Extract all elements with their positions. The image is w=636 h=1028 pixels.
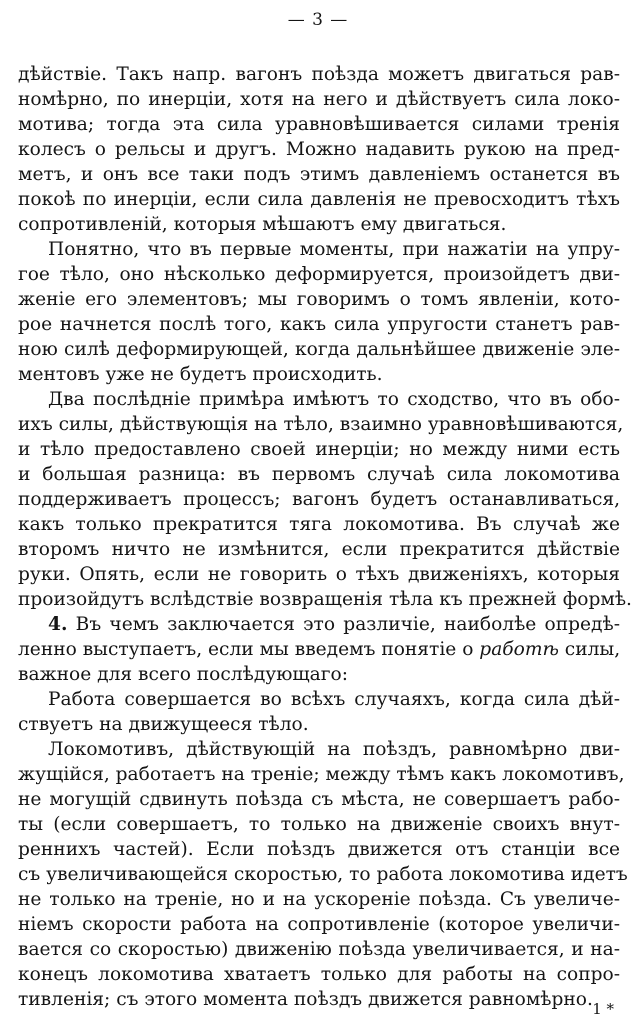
text-segment: ленно выступаетъ, если мы введемъ понятіе о bbox=[18, 639, 480, 660]
emphasized-term: работѣ bbox=[479, 639, 559, 660]
text-line: съ увеличивающейся скоростью, то работа локомотива идетъ bbox=[18, 864, 628, 885]
text-line: и большая разница: въ первомъ случаѣ сила локомотива bbox=[18, 464, 620, 485]
text-line: сопротивленій, которыя мѣшаютъ ему двигаться. bbox=[18, 214, 507, 235]
text-line: рое начнется послѣ того, какъ сила упругости станетъ рав- bbox=[18, 314, 620, 335]
page-number: — 3 — bbox=[287, 10, 349, 30]
text-line: ты (если совершаетъ, то только на движеніе своихъ внут- bbox=[18, 814, 620, 835]
section-first-line bbox=[48, 613, 620, 637]
text-line: второмъ ничто не измѣнится, если прекратится дѣйствіе bbox=[18, 539, 620, 560]
text-line: не только на треніе, но и на ускореніе поѣзда. Съ увеличе- bbox=[18, 889, 620, 910]
text-line: покоѣ по инерціи, если сила давленія не превосходитъ тѣхъ bbox=[18, 189, 620, 210]
text-line: и тѣло предоставлено своей инерціи; но между ними есть bbox=[18, 439, 620, 460]
text-line: мотива; тогда эта сила уравновѣшивается силами тренія bbox=[18, 114, 620, 135]
text-line: ною силѣ деформирующей, когда дальнѣйшее движеніе эле- bbox=[18, 339, 620, 360]
paragraph-first-line: Локомотивъ, дѣйствующій на поѣздъ, равномѣрно дви- bbox=[48, 739, 620, 760]
text-line: какъ только прекратится тяга локомотива. Въ случаѣ же bbox=[18, 514, 620, 535]
text-line: вается со скоростью) движенію поѣзда увеличивается, и на- bbox=[18, 939, 620, 960]
text-line: женіе его элементовъ; мы говоримъ о томъ явленіи, кото- bbox=[18, 289, 620, 310]
text-line: конецъ локомотива хватаетъ только для работы на сопро- bbox=[18, 964, 620, 985]
text-line: дѣйствіе. Такъ напр. вагонъ поѣзда можетъ двигаться рав- bbox=[18, 64, 620, 85]
text-line: реннихъ частей). Если поѣздъ движется отъ станціи все bbox=[18, 839, 620, 860]
paragraph-first-line: Два послѣдніе примѣра имѣютъ то сходство, что въ обо- bbox=[48, 389, 620, 410]
section-text: Въ чемъ заключается это различіе, наиболѣе опредѣ- bbox=[67, 614, 620, 635]
text-line: поддерживаетъ процессъ; вагонъ будетъ останавливаться, bbox=[18, 489, 620, 510]
text-line: руки. Опять, если не говорить о тѣхъ движеніяхъ, которыя bbox=[18, 564, 620, 585]
text-segment: силы, bbox=[558, 639, 621, 660]
text-line: жущійся, работаетъ на треніе; между тѣмъ какъ локомотивъ, bbox=[18, 764, 625, 785]
text-line: ихъ силы, дѣйствующія на тѣло, взаимно уравновѣшиваются, bbox=[18, 414, 624, 435]
text-line: важное для всего послѣдующаго: bbox=[18, 664, 348, 685]
text-line: метъ, и онъ все таки подъ этимъ давленіемъ останется въ bbox=[18, 164, 620, 185]
signature-mark: 1 * bbox=[592, 1000, 614, 1018]
text-line bbox=[18, 638, 620, 662]
paragraph-first-line: Понятно, что въ первые моменты, при нажатіи на упру- bbox=[48, 239, 620, 260]
text-line: ніемъ скорости работа на сопротивленіе (которое увеличи- bbox=[18, 914, 620, 935]
text-line: ствуетъ на движущееся тѣло. bbox=[18, 714, 309, 735]
text-line: произойдутъ вслѣдствіе возвращенія тѣла къ прежней формѣ. bbox=[18, 589, 632, 610]
paragraph-first-line: Работа совершается во всѣхъ случаяхъ, когда сила дѣй- bbox=[48, 689, 620, 710]
section-number: 4. bbox=[48, 614, 68, 635]
text-line: тивленія; съ этого момента поѣздъ движется равномѣрно. bbox=[18, 989, 593, 1010]
text-line: номѣрно, по инерціи, хотя на него и дѣйствуетъ сила локо- bbox=[18, 89, 620, 110]
text-line: колесъ о рельсы и другъ. Можно надавить рукою на пред- bbox=[18, 139, 620, 160]
text-line: гое тѣло, оно нѣсколько деформируется, произойдетъ дви- bbox=[18, 264, 620, 285]
text-line: ментовъ уже не будетъ происходить. bbox=[18, 364, 383, 385]
text-line: не могущій сдвинуть поѣзда съ мѣста, не совершаетъ рабо- bbox=[18, 789, 620, 810]
